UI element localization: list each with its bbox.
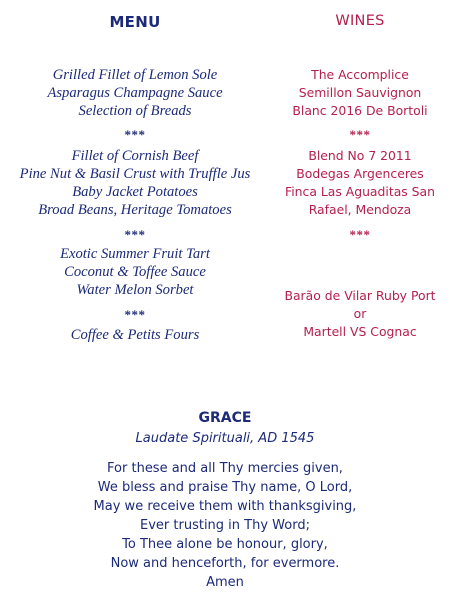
grace-subtitle: Laudate Spirituali, AD 1545 bbox=[135, 431, 315, 446]
wine-item: Semillon Sauvignon bbox=[298, 85, 422, 100]
grace-line: Ever trusting in Thy Word; bbox=[140, 518, 310, 533]
grace-title: GRACE bbox=[198, 410, 252, 426]
wine-separator: *** bbox=[349, 227, 371, 242]
course-separator: *** bbox=[124, 127, 146, 142]
wine-item: Bodegas Argenceres bbox=[296, 166, 424, 181]
wine-item: Rafael, Mendoza bbox=[308, 202, 412, 217]
menu-heading: MENU bbox=[109, 13, 161, 31]
wine-separator: *** bbox=[349, 127, 371, 142]
wine-item: Barão de Vilar Ruby Port bbox=[284, 288, 436, 303]
menu-item: Water Melon Sorbet bbox=[76, 282, 194, 298]
wine-item: The Accomplice bbox=[311, 67, 409, 82]
course-separator: *** bbox=[124, 307, 146, 322]
grace-line: May we receive them with thanksgiving, bbox=[93, 499, 357, 514]
grace-line: Now and henceforth, for evermore. bbox=[110, 556, 340, 571]
menu-item: Broad Beans, Heritage Tomatoes bbox=[38, 202, 232, 218]
course-separator: *** bbox=[124, 227, 146, 242]
menu-item: Fillet of Cornish Beef bbox=[71, 148, 199, 164]
menu-item: Grilled Fillet of Lemon Sole bbox=[52, 67, 218, 83]
menu-item: Coconut & Toffee Sauce bbox=[64, 264, 206, 280]
menu-item: Selection of Breads bbox=[78, 103, 192, 119]
wine-item: Finca Las Aguaditas San bbox=[284, 184, 435, 199]
wine-item: or bbox=[353, 306, 367, 321]
grace-line: We bless and praise Thy name, O Lord, bbox=[97, 480, 353, 495]
wines-heading: WINES bbox=[335, 13, 385, 29]
grace-amen: Amen bbox=[206, 575, 244, 590]
menu-item: Pine Nut & Basil Crust with Truffle Jus bbox=[19, 166, 251, 182]
menu-item: Exotic Summer Fruit Tart bbox=[60, 246, 210, 262]
grace-line: To Thee alone be honour, glory, bbox=[122, 537, 328, 552]
grace-line: For these and all Thy mercies given, bbox=[107, 461, 343, 476]
menu-item: Asparagus Champagne Sauce bbox=[47, 85, 223, 101]
menu-item: Baby Jacket Potatoes bbox=[72, 184, 198, 200]
wine-item: Blanc 2016 De Bortoli bbox=[292, 103, 428, 118]
menu-item: Coffee & Petits Fours bbox=[70, 327, 200, 343]
wine-item: Blend No 7 2011 bbox=[308, 148, 412, 163]
wine-item: Martell VS Cognac bbox=[303, 324, 417, 339]
